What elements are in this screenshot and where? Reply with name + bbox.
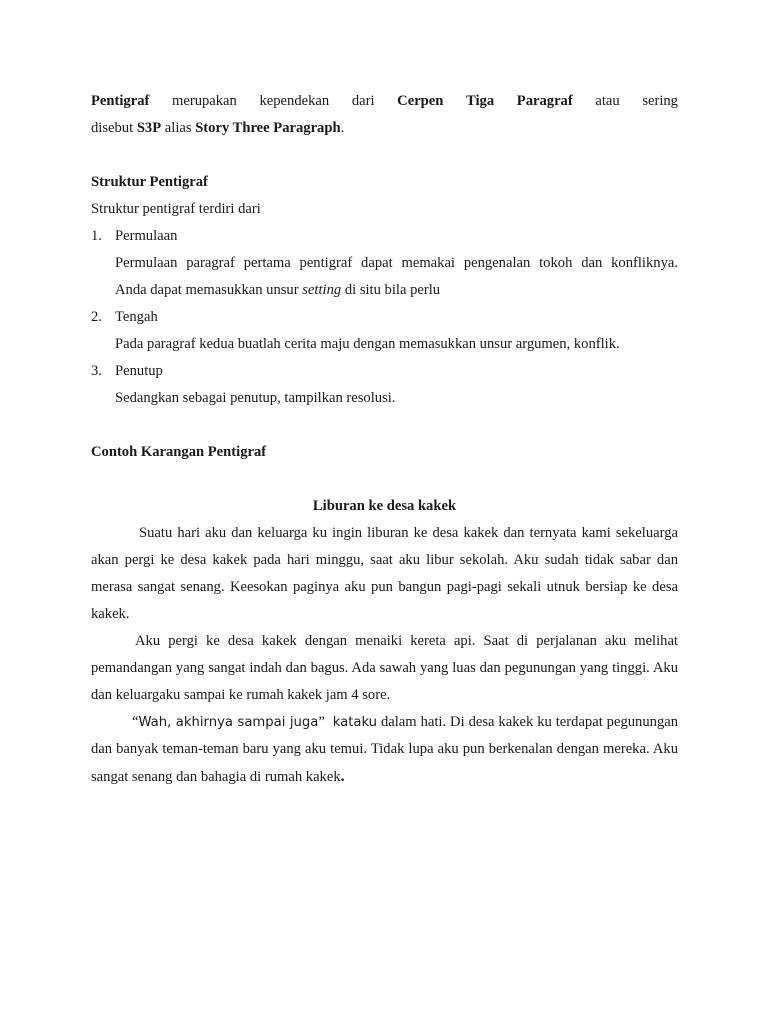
list-desc — [91, 277, 678, 304]
struktur-list — [91, 223, 678, 412]
story-paragraph-1: Suatu hari aku dan keluarga ku ingin liburan ke desa kakek dan ternyata kami sekeluarga akan pergi ke desa kakek pada hari minggu, saat aku libur sekolah. Aku sudah tidak sabar dan merasa sangat senang. Keesokan paginya aku pun bangun pagi-pagi sekali utnuk bersiap ke desa kakek. — [91, 525, 678, 622]
story-text: dalam hati. Di desa kakek ku terdapat pegunungan dan banyak teman-teman baru yang aku temui. Tidak lupa aku pun berkenalan dengan mereka. Aku sangat senang dan bahagia di rumah kakek — [91, 714, 679, 785]
kataku-text: kataku — [332, 715, 378, 730]
intro-text: alias — [161, 120, 196, 136]
list-desc: Permulaan paragraf pertama pentigraf dapat memakai pengenalan tokoh dan konfliknya. — [115, 255, 678, 271]
intro-word: Tiga — [466, 93, 495, 109]
intro-word: Cerpen — [397, 93, 444, 109]
story-paragraph-2: Aku pergi ke desa kakek dengan menaiki kereta api. Saat di perjalanan aku melihat pemandangan yang sangat indah dan bagus. Ada sawah yang luas dan pegunungan yang tinggi. Aku dan keluargaku sampai ke rumah kakek jam 4 sore. — [91, 633, 678, 703]
intro-word: Paragraf — [516, 93, 573, 109]
intro-word: kependekan — [259, 93, 330, 109]
list-title: Penutup — [115, 363, 163, 379]
list-number: 3. — [91, 363, 102, 379]
story-paragraph-3 — [91, 709, 678, 791]
list-title: Permulaan — [115, 228, 178, 244]
contoh-heading: Contoh Karangan Pentigraf — [91, 444, 267, 460]
struktur-heading: Struktur Pentigraf — [91, 174, 208, 190]
list-desc-text: Anda dapat memasukkan unsur — [115, 282, 303, 298]
list-title: Tengah — [115, 309, 158, 325]
intro-word: dari — [351, 93, 375, 109]
story-title: Liburan ke desa kakek — [312, 498, 457, 514]
intro-story-three-paragraph: Story Three Paragraph — [195, 120, 341, 136]
intro-text: . — [340, 120, 345, 136]
intro-word: merupakan — [172, 93, 237, 109]
list-desc: Pada paragraf kedua buatlah cerita maju dengan memasukkan unsur argumen, konflik. — [115, 336, 620, 352]
intro-s3p: S3P — [136, 120, 162, 136]
intro-line-1 — [91, 88, 678, 115]
list-item — [91, 358, 678, 385]
struktur-lead: Struktur pentigraf terdiri dari — [91, 201, 261, 217]
intro-word: sering — [642, 93, 678, 109]
final-period: . — [340, 768, 345, 785]
quote-text: Wah, akhirnya sampai juga — [138, 715, 319, 730]
list-desc: Sedangkan sebagai penutup, tampilkan resolusi. — [115, 390, 396, 406]
document-page — [91, 88, 678, 791]
list-number: 1. — [91, 228, 102, 244]
list-item — [91, 304, 678, 331]
list-number: 2. — [91, 309, 102, 325]
quote-open: “ — [132, 714, 139, 730]
intro-line-2 — [91, 115, 678, 142]
intro-word: Pentigraf — [91, 93, 150, 109]
list-item — [91, 223, 678, 250]
quote-close: ” — [318, 714, 325, 730]
list-desc-text: di situ bila perlu — [341, 282, 441, 298]
list-desc-emphasis: setting — [302, 282, 342, 298]
intro-word: atau — [595, 93, 620, 109]
intro-text: disebut — [91, 120, 137, 136]
